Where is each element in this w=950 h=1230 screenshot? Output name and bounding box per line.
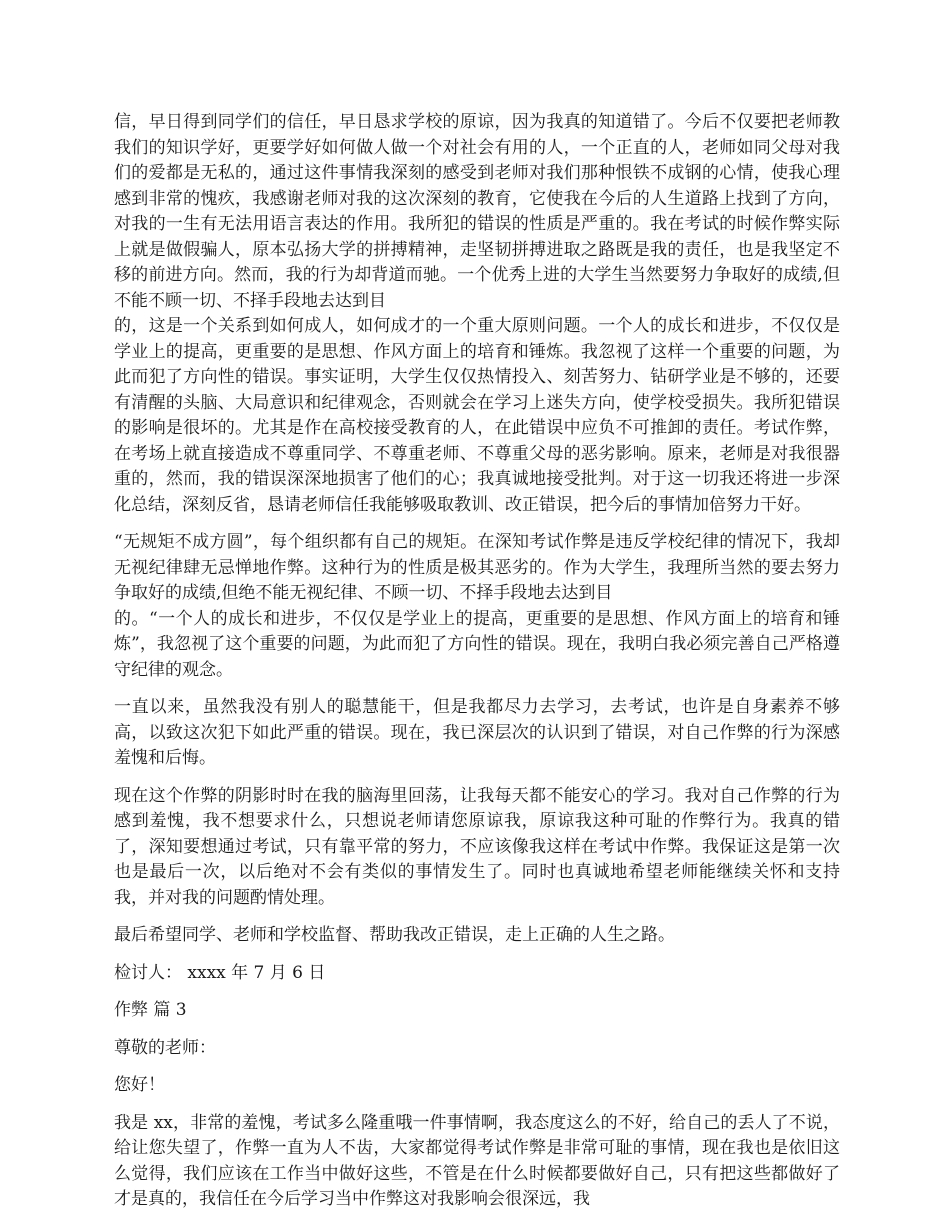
- paragraph-1: 信，早日得到同学们的信任，早日恳求学校的原谅，因为我真的知道错了。今后不仅要把老师教我们的知识学好，更要学好如何做人做一个对社会有用的人，一个正直的人，老师如同父母对我们的爱都是无私的，通过这件事情我深刻的感受到老师对我们那种恨铁不成钢的心情，使我心理感到非常的愧疚，我感谢老师对我的这次深刻的教育，它使我在今后的人生道路上找到了方向，对我的一生有无法用语言表达的作用。我所犯的错误的性质是严重的。我在考试的时候作弊实际上就是做假骗人，原本弘扬大学的拼搏精神，走坚韧拼搏进取之路既是我的责任，也是我坚定不移的前进方向。然而，我的行为却背道而驰。一个优秀上进的大学生当然要努力争取好的成绩,但不能不顾一切、不择手段地去达到目 的，这是一个关系到如何成人，如何成才的一个重大原则问题。一个人的成长和进步，不仅仅是学业上的提高，更重要的是思想、作风方面上的培育和锤炼。我忽视了这样一个重要的问题，为此而犯了方向性的错误。事实证明，大学生仅仅热情投入、刻苦努力、钻研学业是不够的，还要有清醒的头脑、大局意识和纪律观念，否则就会在学习上迷失方向，使学校受损失。我所犯错误的影响是很坏的。尤其是作在高校接受教育的人，在此错误中应负不可推卸的责任。考试作弊，在考场上就直接造成不尊重同学、不尊重老师、不尊重父母的恶劣影响。原来，老师是对我很器重的，然而，我的错误深深地损害了他们的心；我真诚地接受批判。对于这一切我还将进一步深化总结，深刻反省，恳请老师信任我能够吸取教训、改正错误，把今后的事情加倍努力干好。: [114, 112, 840, 515]
- paragraph-4: 现在这个作弊的阴影时时在我的脑海里回荡，让我每天都不能安心的学习。我对自己作弊的行为感到羞愧，我不想要求什么，只想说老师请您原谅我，原谅我这种可耻的作弊行为。我真的错了，深知要想通过考试，只有靠平常的努力，不应该像我这样在考试中作弊。我保证这是第一次也是最后一次，以后绝对不会有类似的事情发生了。同时也真诚地希望老师能继续关怀和支持我，并对我的问题酌情处理。: [114, 785, 840, 908]
- paragraph-10: 我是 xx，非常的羞愧，考试多么隆重哦一件事情啊，我态度这么的不好，给自己的丢人了不说，给让您失望了，作弊一直为人不齿，大家都觉得考试作弊是非常可耻的事情，现在我也是依旧这么觉得，我们应该在工作当中做好这些，不管是在什么时候都要做好自己，只有把这些都做好了才是真的，我信任在今后学习当中作弊这对我影响会很深远，我: [114, 1112, 840, 1209]
- greeting: 您好！: [114, 1075, 165, 1095]
- salutation: 尊敬的老师：: [114, 1037, 216, 1058]
- signature-line: 检讨人： xxxx 年 7 月 6 日: [114, 962, 326, 983]
- paragraph-2: “无规矩不成方圆”，每个组织都有自己的规矩。在深知考试作弊是违反学校纪律的情况下，我却无视纪律肆无忌惮地作弊。这种行为的性质是极其恶劣的。作为大学生，我理所当然的要去努力争取好的成绩,但绝不能无视纪律、不顾一切、不择手段地去达到目 的。“一个人的成长和进步，不仅仅是学业上的提高，更重要的是思想、作风方面上的培育和锤炼”，我忽视了这个重要的问题，为此而犯了方向性的错误。现在，我明白我必须完善自己严格遵守纪律的观念。: [114, 532, 840, 680]
- paragraph-5: 最后希望同学、老师和学校监督、帮助我改正错误，走上正确的人生之路。: [114, 925, 675, 945]
- paragraph-3: 一直以来，虽然我没有别人的聪慧能干，但是我都尽力去学习，去考试，也许是自身素养不够高，以致这次犯下如此严重的错误。现在，我已深层次的认识到了错误，对自己作弊的行为深感羞愧和后悔。: [114, 697, 840, 768]
- document-page: [114, 110, 840, 1225]
- section-heading: 作弊 篇 3: [114, 1000, 187, 1020]
